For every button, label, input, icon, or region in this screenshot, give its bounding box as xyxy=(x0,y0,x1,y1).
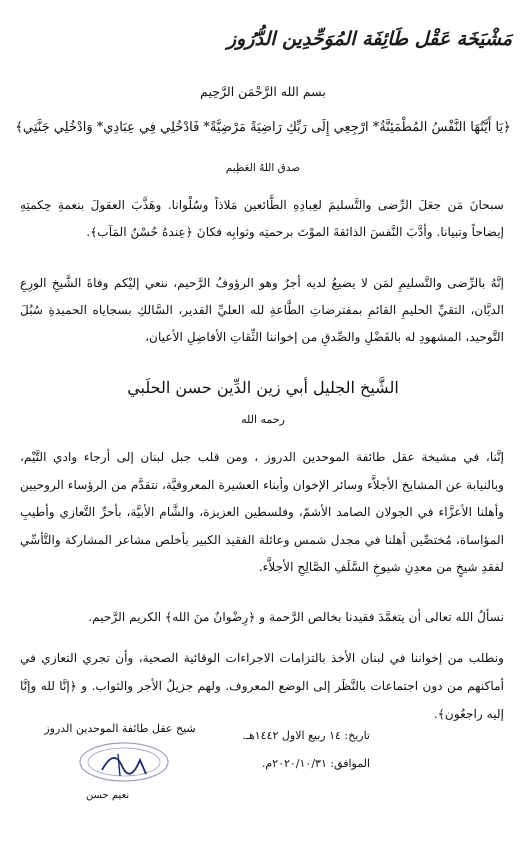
paragraph-prayer: نسألُ الله تعالى أن يتغمَّدَ فقيدنا بخالص الرَّحمة و ﴿رِضْوانٌ منَ الله﴾ الكريم الرَّحيم. xyxy=(88,610,504,624)
official-stamp-icon xyxy=(74,740,174,784)
header-logo-text: مَشْيَخَة عَقْل طَائِفَة المُوَحِّدِين الدُّرُوز xyxy=(226,28,512,50)
paragraph-praise: سبحانَ مَن جعَلَ الرِّضى والتَّسليمَ لعِبادِهِ الطَّائعين مَلاذاً وسُلْوانا. وهَذَّبَ العقولَ بنعمةِ حِكمتِهِ إيضاحاً وتبيانا. وأدَّبَ النَّفسَ الذائقةَ الموْتَ برحمتِه وثوابِه فكانَ ﴿عِندهُ حُسْنُ المَآب﴾. xyxy=(20,198,504,239)
date-hijri: تاريخ: ١٤ ربيع الاول ١٤٤٢هـ. xyxy=(242,729,370,742)
date-gregorian: الموافق: ٢٠٢٠/١٠/٣١م. xyxy=(261,757,370,770)
header-logo xyxy=(226,22,516,66)
signatory-name: نعيم حسن xyxy=(86,790,130,801)
rahimahu-line: رحمه الله xyxy=(241,413,285,426)
paragraph-request: ونطلب من إخواننا في لبنان الأخذ بالتزامات الاجراءات الوقائية الصحية، وأن تجري التعازي في أماكنهم من دون اجتماعات بالنَّظَر إلى الوضع المعروف. ولهم جزيلُ الأجر والثواب. و ﴿إنَّا لله وإنَّا إليه راجعُون﴾. xyxy=(20,651,504,721)
paragraph-announcement: إنَّهُ بالرِّضى والتَّسليمِ لمَن لا يضيعُ لديه أجرٌ وهو الرؤوفُ الرَّحيم، ننعي إليْكم وفاةَ الشَّيخِ الورِعِ الديَّان، التقيِّ الحليمِ القائمِ بمفترضاتِ الطَّاعةِ لله العليِّ القدير، السَّالكِ بسجاياه الحميدةِ سُبُلَ التَّوحيد، المشهودِ له بالفَضْلِ والصِّدقِ من إخواننا الثِّقاتِ الأفاضِلِ الأعيان، xyxy=(20,276,504,344)
paragraph-condolences: إنَّنا، في مشيخة عقل طائفة الموحدين الدروز ، ومن قلب جبل لبنان إلى أرجاء وادي التَّيْم، وبالنيابة عن المشايخ الأجلاَّء وسائر الإخوان وأبناء العشيرة المعروفيَّة، نتقدَّم من الرؤساء الروحيين وأهلنا الأعزَّاء في الجولان الصامد الأشمّ، وفلسطين العزيزة، والشَّام الأبيَّة، بأحرِّ التَّعازي وأطيبِ المؤاساة، مُختصِّين أهلنا في مجدل شمس وعائلة الفقيد الكبير بأخلص مشاعر المشاركة والتَّأسِّي لفقدِ شيخٍ من معدِنِ شيوخِ السَّلَفِ الصَّالِحِ الأجلاَّء. xyxy=(20,450,504,574)
quran-verse: ﴿يَا أَيَّتُهَا النَّفْسُ المُطْمَئِنَّةُ* ارْجِعِي إِلَى رَبِّكِ رَاضِيَةً مَرْضِيَّةً* فَادْخُلِي فِي عِبَادِي* وَادْخُلِي جَنَّتِي﴾ xyxy=(15,120,511,135)
date-block xyxy=(210,722,370,778)
signature-title: شيخ عقل طائفة الموحدين الدروز xyxy=(44,722,196,735)
signature-block xyxy=(30,722,210,735)
basmala: بسم الله الرَّحْمَن الرَّحِيم xyxy=(200,84,326,99)
deceased-name: الشَّيخ الجليل أبي زين الدِّين حسن الحلَبي xyxy=(127,378,399,397)
sadaq-line: صدق اللهُ العَظِيم xyxy=(225,162,301,174)
